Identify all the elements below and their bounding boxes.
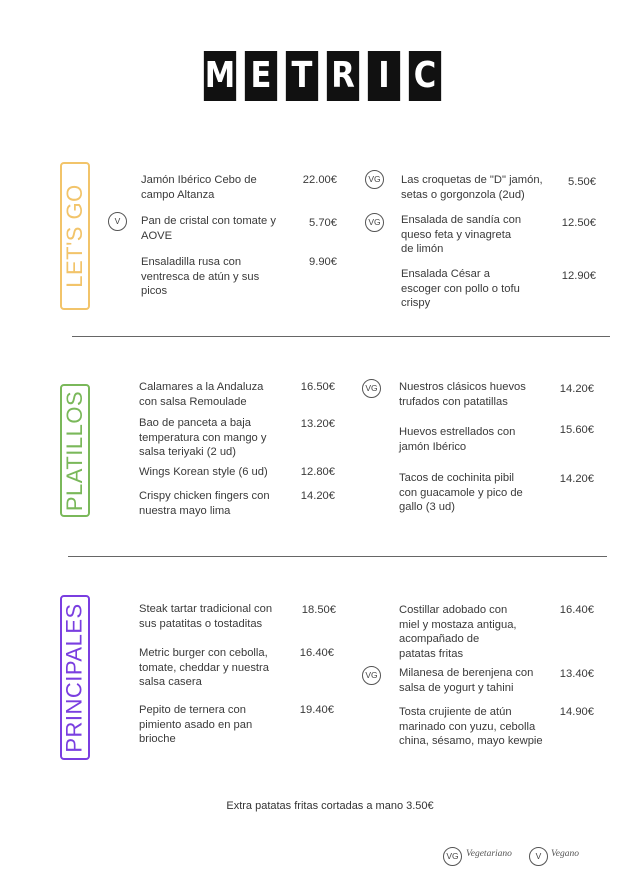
extra-fries-note: Extra patatas fritas cortadas a mano 3.50€	[226, 800, 434, 812]
item-price: 18.50€	[301, 604, 336, 616]
item-price: 12.80€	[300, 466, 335, 478]
logo-letter: C	[409, 51, 441, 101]
item-price: 14.20€	[559, 383, 594, 395]
item-price: 14.90€	[559, 706, 594, 718]
item-name: Bao de panceta a baja temperatura con mango y salsa teriyaki (2 ud)	[139, 417, 267, 458]
item-name: Ensalada de sandía con queso feta y vinagreta de limón	[401, 214, 522, 255]
vegetarian-badge-icon: VG	[362, 666, 381, 685]
legend-label-vegan: Vegano	[551, 849, 579, 859]
vegetarian-badge-icon: VG	[362, 379, 381, 398]
item-price: 22.00€	[302, 174, 337, 186]
section-label-principales	[60, 595, 90, 760]
vegan-legend-icon: V	[529, 847, 548, 866]
logo-letter: E	[245, 51, 277, 101]
logo-letter: T	[286, 51, 318, 101]
item-name: Ensalada César a escoger con pollo o tofu crispy	[401, 268, 520, 309]
item-name: Pepito de ternera con pimiento asado en pan brioche	[139, 704, 253, 745]
metric-logo	[201, 51, 444, 101]
item-name: Pan de cristal con tomate y AOVE	[141, 215, 276, 242]
vegetarian-legend-icon: VG	[443, 847, 462, 866]
item-price: 9.90€	[309, 256, 337, 268]
item-price: 12.90€	[561, 270, 596, 282]
item-price: 15.60€	[559, 424, 594, 436]
item-price: 5.50€	[568, 176, 596, 188]
item-name: Jamón Ibérico Cebo de campo Altanza	[141, 174, 257, 201]
item-name: Calamares a la Andaluza con salsa Remoulade	[139, 381, 264, 408]
item-price: 19.40€	[299, 704, 334, 716]
item-price: 5.70€	[309, 217, 337, 229]
item-name: Huevos estrellados con jamón Ibérico	[399, 426, 516, 453]
item-name: Wings Korean style (6 ud)	[139, 466, 268, 478]
vegetarian-badge-icon: VG	[365, 170, 384, 189]
section-label-lets-go	[60, 162, 90, 310]
item-name: Milanesa de berenjena con salsa de yogurt y tahini	[399, 667, 534, 694]
item-name: Nuestros clásicos huevos trufados con patatillas	[399, 381, 526, 408]
section-divider	[68, 556, 607, 557]
item-name: Metric burger con cebolla, tomate, cheddar y nuestra salsa casera	[139, 647, 269, 688]
section-title: LET'S GO	[62, 184, 87, 288]
item-name: Costillar adobado con miel y mostaza antigua, acompañado de patatas fritas	[399, 604, 517, 660]
logo-letter: M	[204, 51, 236, 101]
vegetarian-badge-icon: VG	[365, 213, 384, 232]
item-price: 14.20€	[559, 473, 594, 485]
section-title: PLATILLOS	[62, 390, 88, 511]
item-name: Las croquetas de "D" jamón, setas o gorgonzola (2ud)	[401, 174, 543, 201]
section-label-platillos	[60, 384, 90, 517]
item-price: 14.20€	[300, 490, 335, 502]
item-name: Steak tartar tradicional con sus patatitas o tostaditas	[139, 603, 273, 630]
item-price: 12.50€	[561, 217, 596, 229]
legend-label-vegetarian: Vegetariano	[466, 849, 512, 859]
item-price: 13.40€	[559, 668, 594, 680]
item-price: 16.50€	[300, 381, 335, 393]
item-price: 16.40€	[559, 604, 594, 616]
logo-letter: R	[327, 51, 359, 101]
item-price: 13.20€	[300, 418, 335, 430]
section-divider	[72, 336, 610, 337]
item-price: 16.40€	[299, 647, 334, 659]
section-title: PRINCIPALES	[62, 602, 88, 753]
item-name: Ensaladilla rusa con ventresca de atún y sus picos	[141, 256, 260, 297]
item-name: Crispy chicken fingers con nuestra mayo lima	[139, 490, 270, 517]
item-name: Tacos de cochinita pibil con guacamole y pico de gallo (3 ud)	[399, 472, 523, 513]
logo-letter: I	[368, 51, 400, 101]
item-name: Tosta crujiente de atún marinado con yuzu, cebolla china, sésamo, mayo kewpie	[399, 706, 543, 747]
vegan-badge-icon: V	[108, 212, 127, 231]
